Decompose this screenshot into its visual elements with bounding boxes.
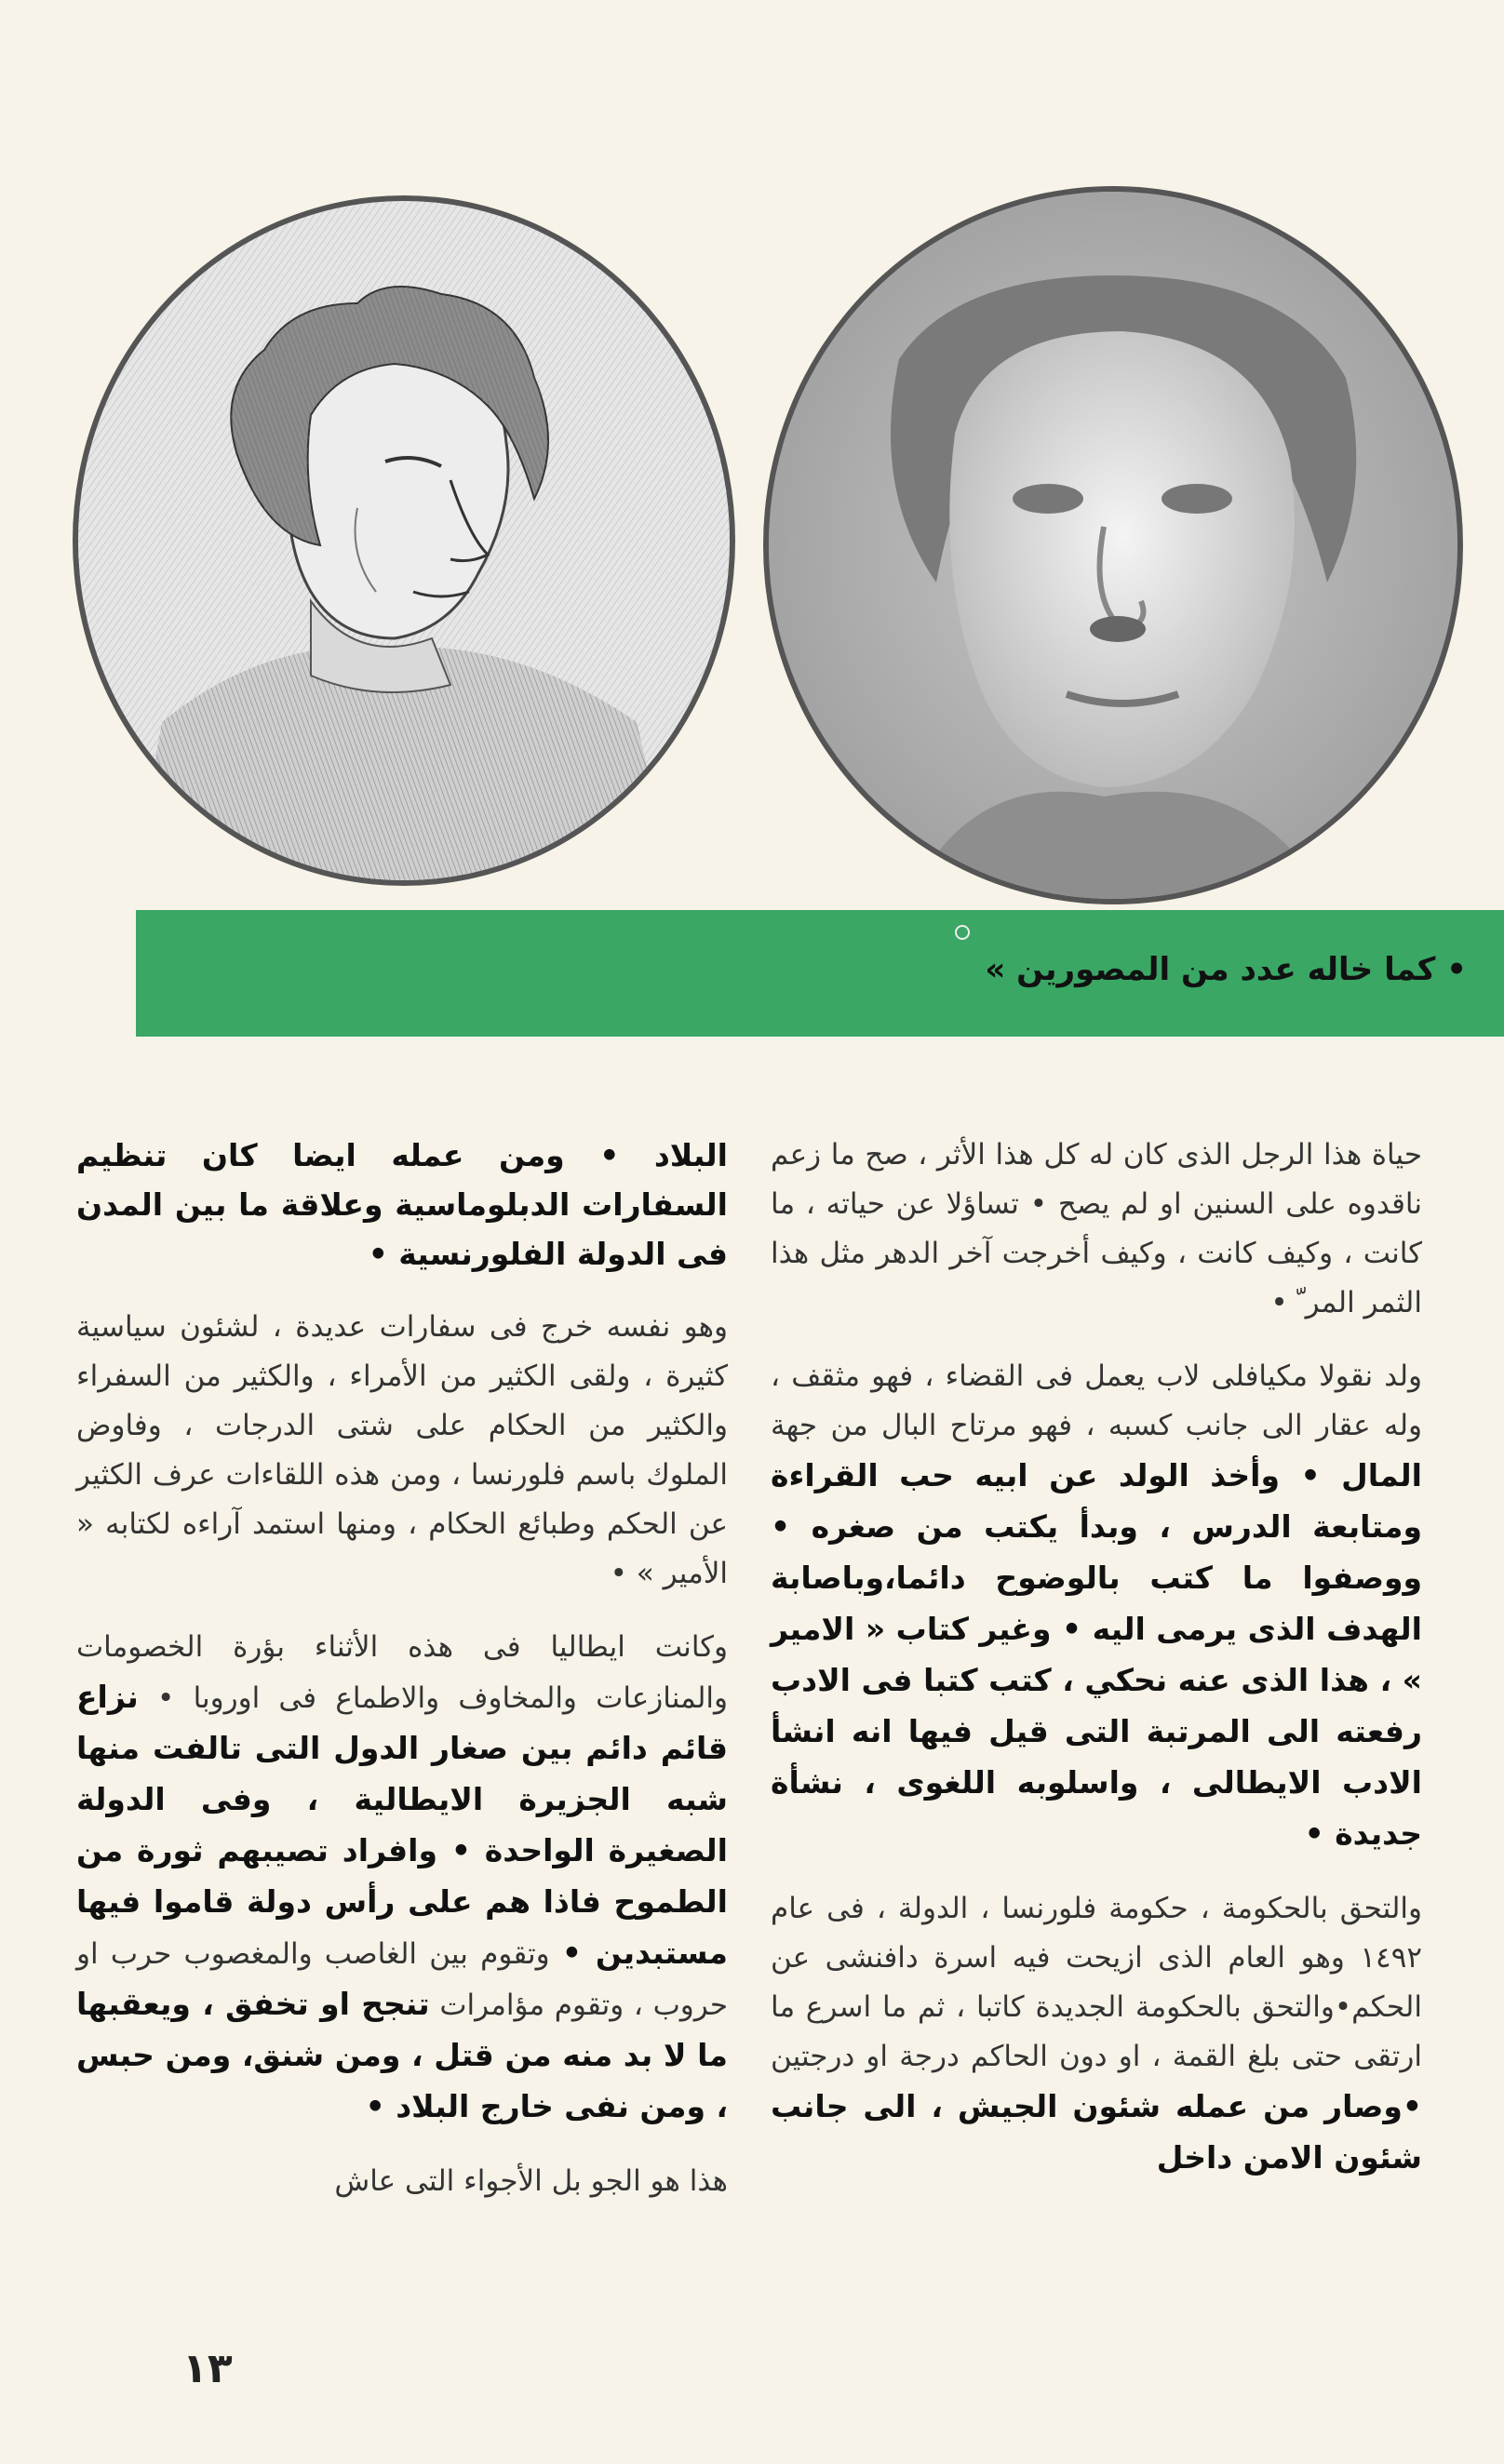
paragraph-text-bold: تنجح او تخفق ، ويعقبها ما لا بد منه من قتل ، ومن شنق، ومن حبس ، ومن نفى خارج البلاد • (76, 1986, 728, 2124)
paragraph: هذا هو الجو بل الأجواء التى عاش (334, 2164, 728, 2198)
paragraph-text: وكانت ايطاليا فى هذه الأثناء بؤرة الخصومات والمنازعات والمخاوف والاطماع فى اوروبا • (76, 1630, 729, 1715)
dot-mark (955, 925, 970, 940)
paragraph-text: ولد نقولا مكيافلى لاب يعمل فى القضاء ، فهو مثقف ، وله عقار الى جانب كسبه ، فهو مرتاح البال من جهة (771, 1359, 1422, 1442)
paragraph: وهو نفسه خرج فى سفارات عديدة ، لشئون سياسية كثيرة ، ولقى الكثير من الأمراء ، والكثير من السفراء والكثير من الحكام على شتى الدرجات ، وفاوض الملوك باسم فلورنسا ، ومن هذه اللقاءات عرف الكثير عن الحكم وطبائع الحكام ، ومنها استمد آراءه لكتابه « الأمير » • (76, 1310, 728, 1590)
text-column-left (76, 1131, 728, 2230)
paragraph-bold: البلاد • ومن عمله ايضا كان تنظيم السفارات الدبلوماسية وعلاقة ما بين المدن فى الدولة الفلورنسية • (76, 1137, 728, 1272)
portrait-medallion-engraving (73, 195, 735, 886)
paragraph (76, 1623, 728, 2133)
text-column-right (771, 1131, 1422, 2208)
paragraph-text-bold: المال • وأخذ الولد عن ابيه حب القراءة ومتابعة الدرس ، وبدأ يكتب من صغره • ووصفوا ما كتب بالوضوح دائما،وباصابة الهدف الذى يرمى اليه • وغير كتاب « الامير » ، هذا الذى عنه نحكي ، كتب كتبا فى الادب رفعته الى المرتبة التى قيل فيها انه انشأ الادب الايطالى ، واسلوبه اللغوى ، نشأة جديدة • (771, 1457, 1422, 1852)
paragraph (771, 1884, 1422, 2184)
painted-portrait-image (769, 192, 1457, 899)
image-caption: • كما خاله عدد من المصورين » (985, 951, 1467, 988)
page-number: ١٣ (182, 2345, 233, 2392)
paragraph: حياة هذا الرجل الذى كان له كل هذا الأثر ، صح ما زعم ناقدوه على السنين او لم يصح • تساؤلا عن حياته ، ما كانت ، وكيف كانت ، وكيف أخرجت آخر الدهر مثل هذا الثمر المر ّ • (771, 1138, 1422, 1319)
paragraph-text: وتقوم بين الغاصب والمغصوب حرب او حروب ، وتقوم مؤامرات (76, 1937, 729, 2022)
paragraph-text-bold: نزاع قائم دائم بين صغار الدول التى تالفت منها شبه الجزيرة الايطالية ، وفى الدولة الصغيرة الواحدة • وافراد تصيبهم ثورة من الطموح فاذا هم على رأس دولة قاموا فيها مستبدين • (76, 1679, 728, 1971)
engraved-portrait-image (78, 201, 730, 880)
portrait-medallion-painting (763, 186, 1463, 904)
paragraph-text-bold: •وصار من عمله شئون الجيش ، الى جانب شئون الامن داخل (771, 2088, 1422, 2176)
caption-band (136, 910, 1504, 1037)
paragraph (771, 1352, 1422, 1860)
paragraph-text: والتحق بالحكومة ، حكومة فلورنسا ، الدولة ، فى عام ١٤٩٢ وهو العام الذى ازيحت فيه اسرة دافنشى عن الحكم•والتحق بالحكومة الجديدة كاتبا ، ثم ما اسرع ما ارتقى حتى بلغ القمة ، او دون الحاكم درجة او درجتين (771, 1892, 1422, 2073)
